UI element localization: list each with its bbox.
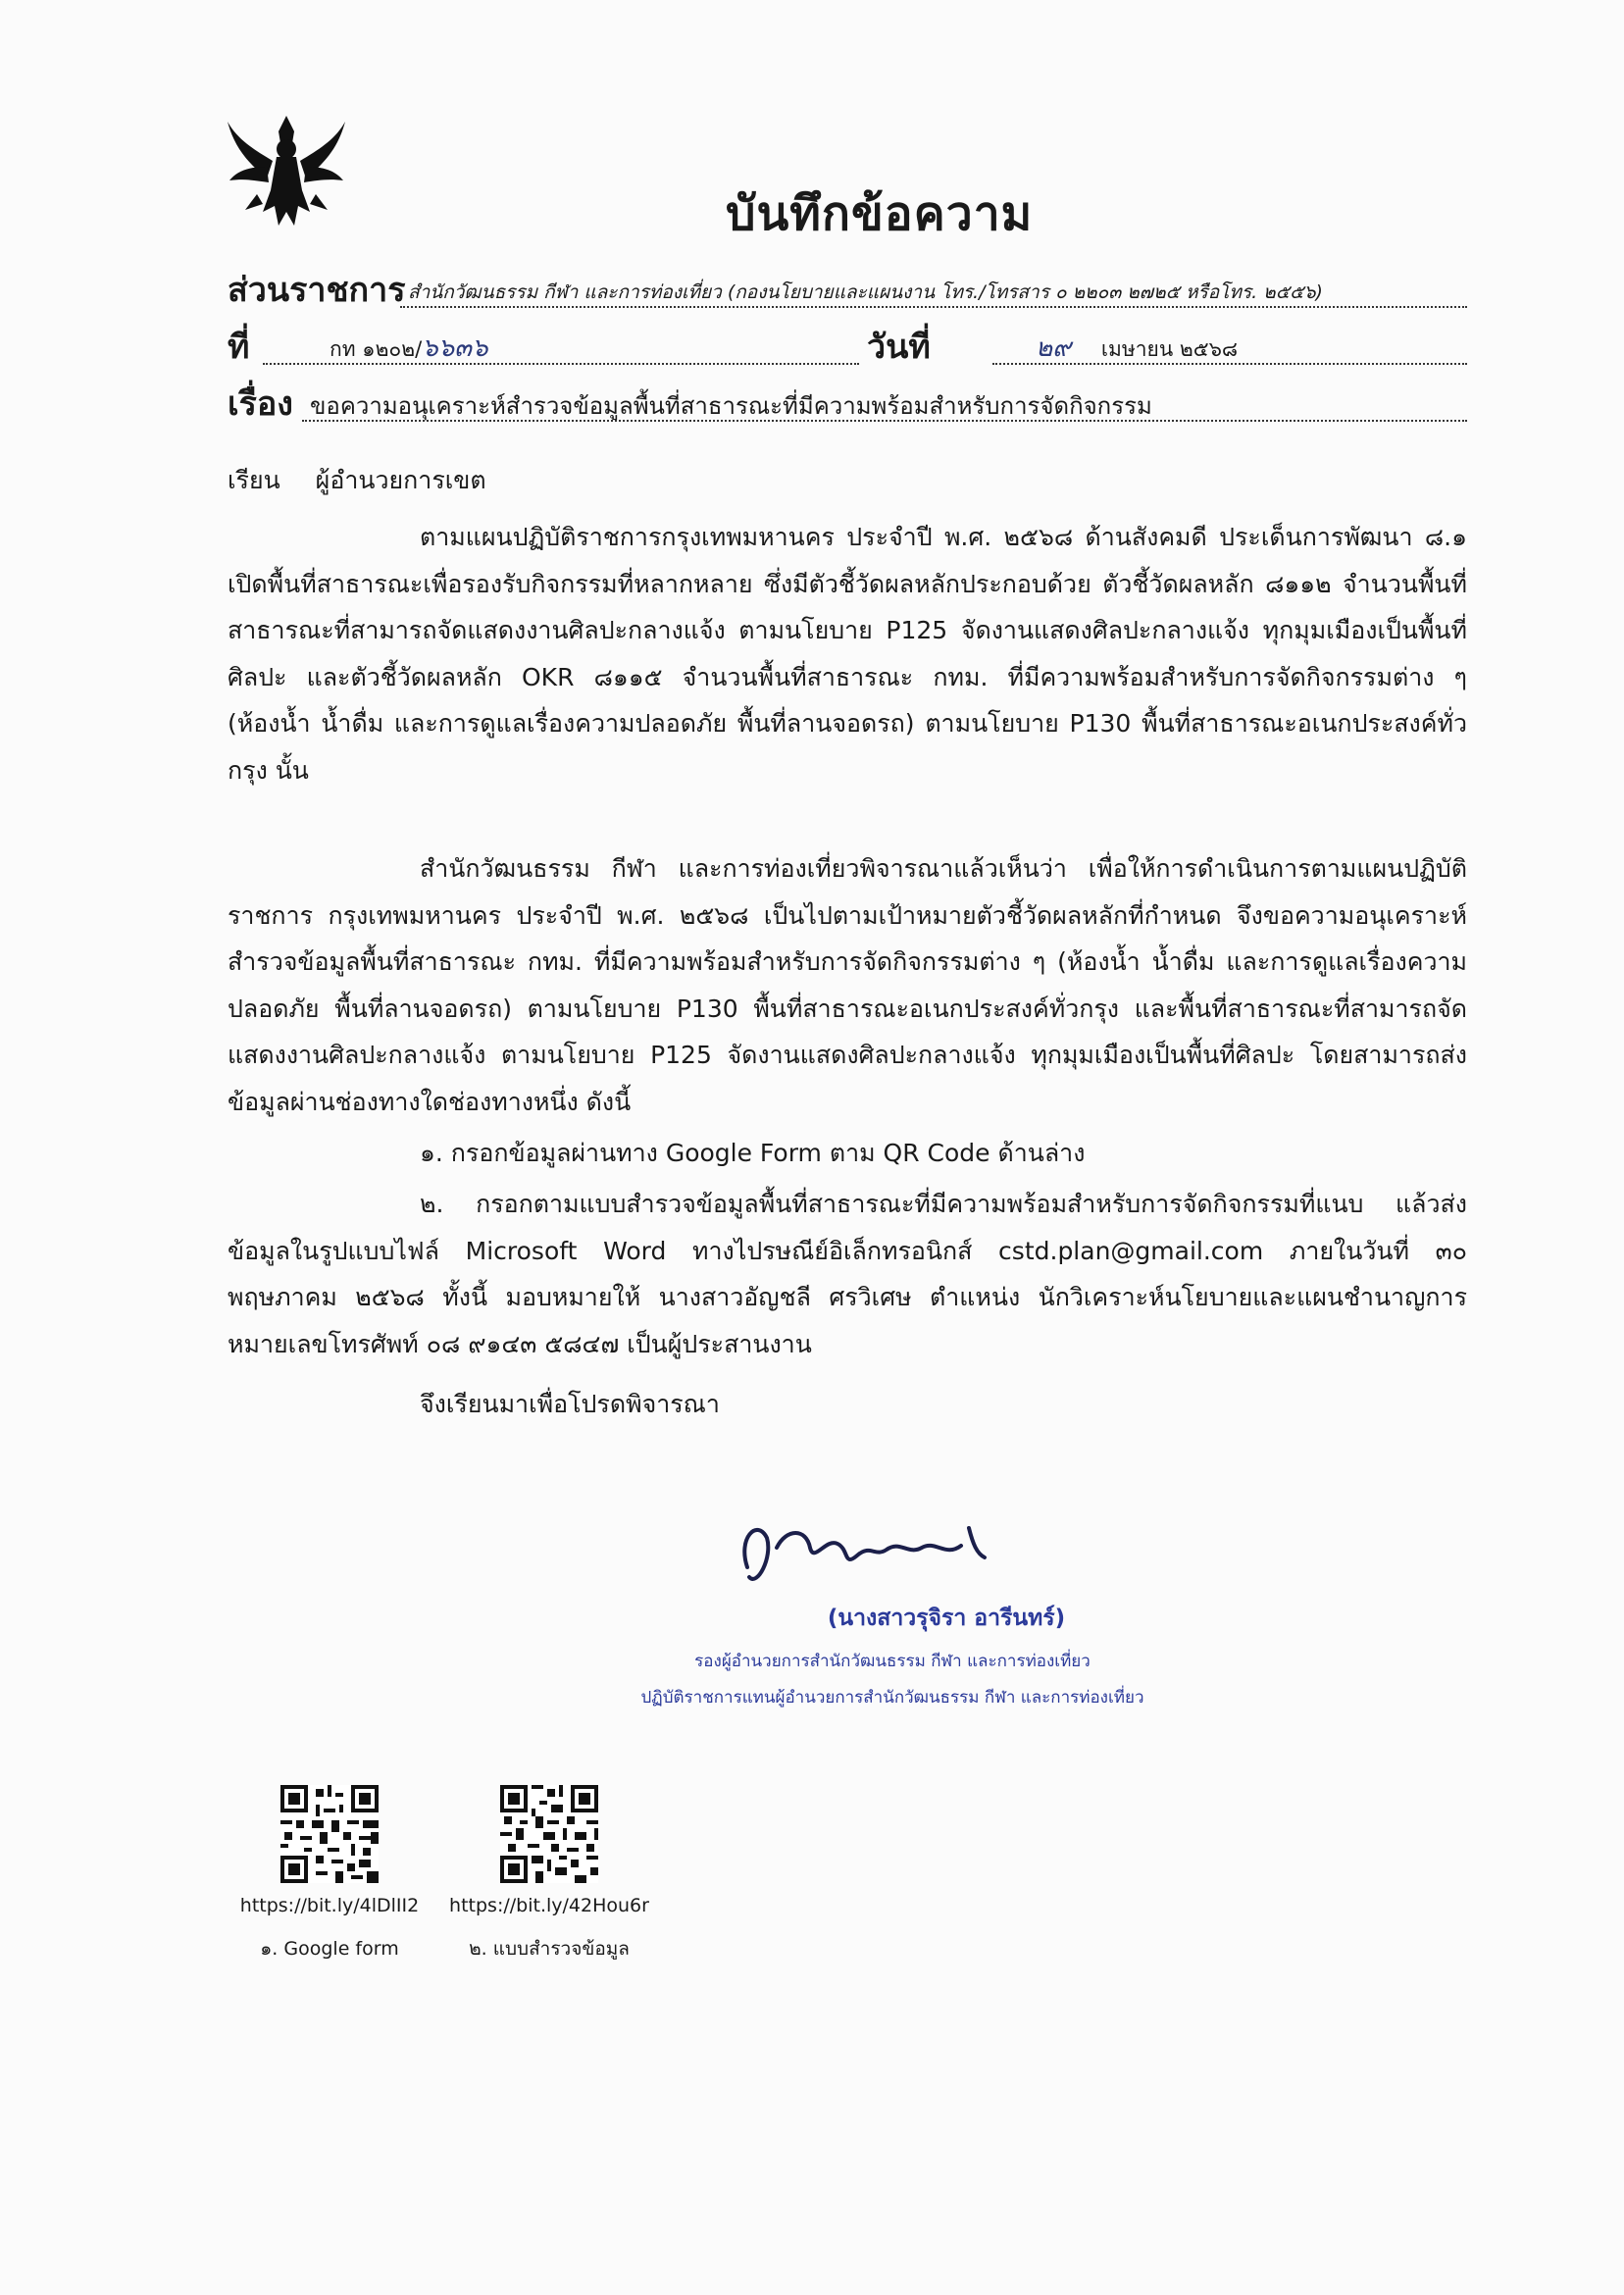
agency-value: สำนักวัฒนธรรม กีฬา และการท่องเที่ยว (กองนโยบายและแผนงาน โทร./โทรสาร ๐ ๒๒๐๓ ๒๗๒๕ หรือโทร. ๒๕๕๖): [400, 279, 1467, 308]
body-paragraph-1: ตามแผนปฏิบัติราชการกรุงเทพมหานคร ประจำปี พ.ศ. ๒๕๖๘ ด้านสังคมดี ประเด็นการพัฒนา ๘.๑ เปิดพื้นที่สาธารณะเพื่อรองรับกิจกรรมที่หลากหลาย ซึ่งมีตัวชี้วัดผลหลักประกอบด้วย ตัวชี้วัดผลหลัก ๘๑๑๒ จำนวนพื้นที่สาธารณะที่สามารถจัดแสดงงานศิลปะกลางแจ้ง ตามนโยบาย P125 จัดงานแสดงศิลปะกลางแจ้ง ทุกมุมเมืองเป็นพื้นที่ศิลปะ และตัวชี้วัดผลหลัก OKR ๘๑๑๕ จำนวนพื้นที่สาธารณะ กทม. ที่มีความพร้อมสำหรับการจัดกิจกรรมต่าง ๆ (ห้องน้ำ น้ำดื่ม และการดูแลเรื่องความปลอดภัย พื้นที่ลานจอดรถ) ตามนโยบาย P130 พื้นที่สาธารณะอเนกประสงค์ทั่วกรุง นั้น: [228, 523, 1467, 785]
qr-caption-survey-form: ๒. แบบสำรวจข้อมูล: [469, 1938, 630, 1960]
qr-code-icon[interactable]: [500, 1785, 598, 1883]
date-month-year: เมษายน ๒๕๖๘: [1100, 337, 1239, 361]
reference-number-handwritten: ๖๖๓๖: [422, 333, 488, 363]
signer-acting-position: ปฏิบัติราชการแทนผู้อำนวยการสำนักวัฒนธรรม กีฬา และการท่องเที่ยว: [640, 1688, 1144, 1708]
subject-label: เรื่อง: [228, 384, 293, 424]
reference-row: [228, 320, 1467, 369]
qr-url-google-form[interactable]: https://bit.ly/4lDlII2: [239, 1895, 420, 1916]
signer-name: (นางสาวรุจิรา อารีนทร์): [827, 1606, 1066, 1631]
subject-row: [228, 377, 1467, 426]
agency-row: [228, 263, 1467, 312]
signer-position: รองผู้อำนวยการสำนักวัฒนธรรม กีฬา และการท่องเที่ยว: [694, 1652, 1091, 1671]
qr-block-google-form: [222, 1785, 437, 1964]
qr-code-icon[interactable]: [280, 1785, 379, 1883]
qr-caption-google-form: ๑. Google form: [260, 1938, 399, 1960]
salutation-label: เรียน: [228, 466, 280, 494]
agency-label: ส่วนราชการ: [228, 271, 406, 310]
document-title: บันทึกข้อความ: [726, 186, 1034, 241]
reference-label: ที่: [228, 328, 250, 367]
body-paragraph-2: สำนักวัฒนธรรม กีฬา และการท่องเที่ยวพิจารณาแล้วเห็นว่า เพื่อให้การดำเนินการตามแผนปฏิบัติราชการ กรุงเทพมหานคร ประจำปี พ.ศ. ๒๕๖๘ เป็นไปตามเป้าหมายตัวชี้วัดผลหลักที่กำหนด จึงขอความอนุเคราะห์สำรวจข้อมูลพื้นที่สาธารณะ กทม. ที่มีความพร้อมสำหรับการจัดกิจกรรมต่าง ๆ (ห้องน้ำ น้ำดื่ม และการดูแลเรื่องความปลอดภัย พื้นที่ลานจอดรถ) ตามนโยบาย P130 พื้นที่สาธารณะอเนกประสงค์ทั่วกรุง และพื้นที่สาธารณะที่สามารถจัดแสดงงานศิลปะกลางแจ้ง ตามนโยบาย P125 จัดงานแสดงศิลปะกลางแจ้ง ทุกมุมเมืองเป็นพื้นที่ศิลปะ โดยสามารถส่งข้อมูลผ่านช่องทางใดช่องทางหนึ่ง ดังนี้: [228, 854, 1467, 1116]
channel-item-2: ๒. กรอกตามแบบสำรวจข้อมูลพื้นที่สาธารณะที่มีความพร้อมสำหรับการจัดกิจกรรมที่แนบ แล้วส่งข้อมูลในรูปแบบไฟล์ Microsoft Word ทางไปรษณีย์อิเล็กทรอนิกส์ cstd.plan@gmail.com ภายในวันที่ ๓๐ พฤษภาคม ๒๕๖๘ ทั้งนี้ มอบหมายให้ นางสาวอัญชลี ศรวิเศษ ตำแหน่ง นักวิเคราะห์นโยบายและแผนชำนาญการ หมายเลขโทรศัพท์ ๐๘ ๙๑๔๓ ๕๘๔๗ เป็นผู้ประสานงาน: [228, 1190, 1467, 1358]
subject-value: ขอความอนุเคราะห์สำรวจข้อมูลพื้นที่สาธารณะที่มีความพร้อมสำหรับการจัดกิจกรรม: [302, 392, 1467, 422]
reference-value: กท ๑๒๐๒/: [330, 337, 423, 361]
closing-line: จึงเรียนมาเพื่อโปรดพิจารณา: [420, 1390, 720, 1418]
handwritten-signature: [728, 1499, 1002, 1597]
salutation: [228, 461, 486, 500]
date-field: [992, 334, 1467, 365]
qr-url-survey-form[interactable]: https://bit.ly/42Hou6r: [449, 1895, 649, 1916]
garuda-emblem: [224, 110, 349, 230]
salutation-recipient: ผู้อำนวยการเขต: [315, 466, 486, 494]
reference-field: [263, 334, 859, 365]
date-day-handwritten: ๒๙: [1036, 333, 1072, 363]
qr-block-survey-form: [441, 1785, 657, 1964]
channel-item-1: ๑. กรอกข้อมูลผ่านทาง Google Form ตาม QR Code ด้านล่าง: [420, 1139, 1086, 1167]
signer-block: [549, 1601, 1236, 1710]
date-label: วันที่: [867, 328, 931, 367]
